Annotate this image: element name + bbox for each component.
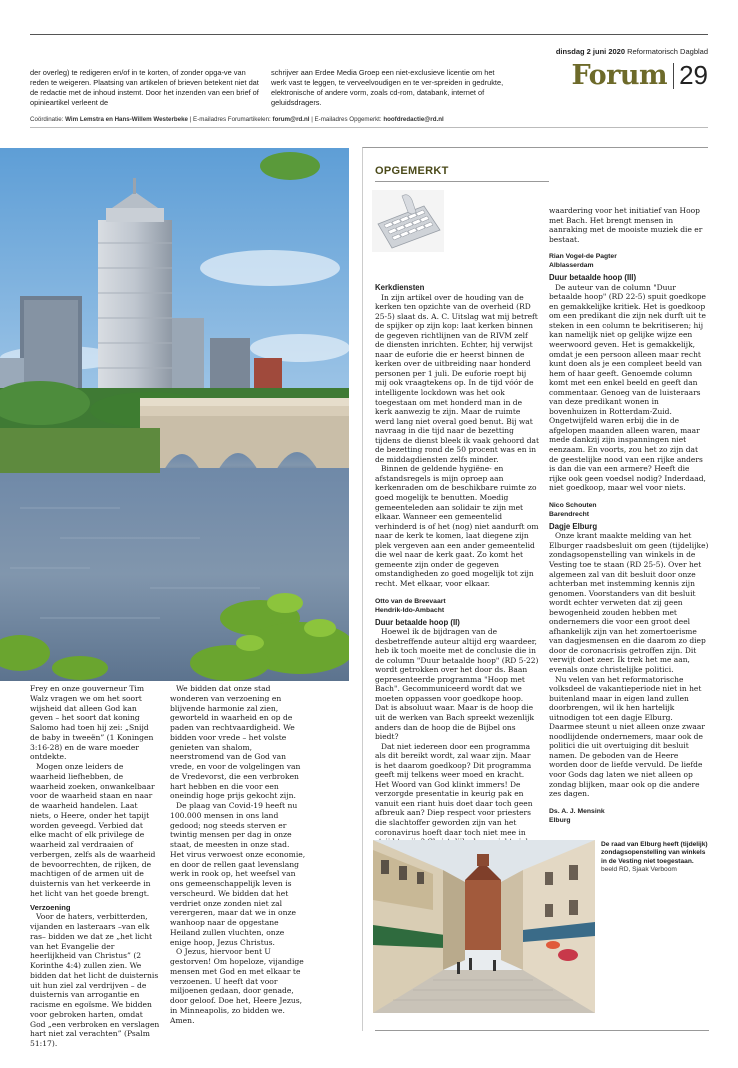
signature-place: Elburg [549, 816, 571, 824]
letter-signature [375, 597, 539, 615]
email-forum: forum@rd.nl [272, 116, 310, 123]
signature-name: Ds. A. J. Mensink [549, 807, 605, 815]
page-number: 29 [679, 60, 708, 90]
opgemerkt-column-1 [375, 280, 539, 866]
coordination-rule [30, 127, 708, 128]
signature-name: Rian Vogel-de Pagter [549, 253, 617, 261]
signature-name: Otto van de Breevaart [375, 597, 446, 605]
paper-name: Reformatorisch Dagblad [627, 47, 708, 56]
signature-name: Nico Schouten [549, 501, 597, 509]
email-label-forum: | E-mailadres Forumartikelen: [189, 116, 271, 123]
coordination-names: Wim Lemstra en Hans-Willem Westerbeke [65, 116, 188, 123]
notice-col-2: schrijver aan Erdee Media Groep een niet-exclusieve licentie om het werk vast te leggen, te verveelvoudigen en te ver-spreiden in gedrukte, elektronische of andere vorm, zoals cd-rom, databank, internet of geluidsdragers. [271, 68, 504, 107]
opgemerkt-rule [375, 181, 549, 182]
letter-signature [549, 807, 709, 825]
article-column-1 [30, 684, 160, 1049]
article-paragraph: De plaag van Covid-19 heeft nu 100.000 mensen in ons land gedood; nog steeds sterven er twintig mensen per dag in onze staat, de meesten in onze stad. Het virus verwoest onze economie, en door de rellen gaat levenslang werk in rook op, het weefsel van ons gemeenschappelijk leven is verscheurd. We bidden dat het verdriet onze zonden niet zal verergeren, maar dat we in onze wanhoop naar de opgestane Heiland zullen vluchten, onze enige hoop, Jezus Christus. [170, 801, 306, 947]
bottom-rule [375, 1030, 709, 1031]
photo-caption [601, 841, 709, 875]
signature-place: Alblasserdam [549, 262, 594, 270]
letter-paragraph: In zijn artikel over de houding van de kerken ten opzichte van de overheid (RD 25-5) slaat ds. A. C. Uitslag wat mij betreft de spijker op zijn kop: laat kerken binnen de gegeven richtlijnen van de RIVM zelf de diensten inrichten. Echter, hij verwijst naar de euforie die er heerst binnen de kerken over de uitbreiding naar honderd personen per 1 juli. De euforie roept bij mij ook vraagtekens op. In de tijd vóór de intelligente lockdown was het ook toegestaan om met honderd man in de kerk aanwezig te zijn. Maar de ruimte werd lang niet overal goed benut. Bij wat navraag in die tijd naar de bezetting tijdens de dienst bleek ik vaak gehoord dat de bezetting rond de 50 procent was en in de middagdiensten zelfs minder. [375, 292, 539, 464]
date-line [556, 47, 708, 56]
caption-text: De raad van Elburg heeft (tijdelijk) zondagsopenstelling van winkels in de Vesting niet toegestaan. [601, 841, 708, 865]
article-subheading: Verzoening [30, 902, 71, 912]
letter-paragraph: Onze krant maakte melding van het Elburger raadsbesluit om geen (tijdelijke) zondagsopenstelling van winkels in de Vesting toe te staan (RD 25-5). Over het algemeen zal van dit besluit door onze achterban met instemming kennis zijn genomen. Voorstanders van dit besluit wordt echter verweten dat zij geen bewogenheid zouden hebben met ondernemers die voor een groot deel afhankelijk zijn van het zomertoerisme van dagjesmensen en die daarom zo diep door de coronacrisis getroffen zijn. Dit verwijt doet zeer. Ik trek het me aan, evenals onze christelijke politici. [549, 531, 709, 674]
letter-heading: Duur betaalde hoop (II) [375, 617, 460, 627]
keyboard-icon [372, 190, 444, 252]
article-column-2 [170, 684, 306, 1025]
letter-signature [549, 501, 709, 519]
signature-place: Barendrecht [549, 510, 590, 518]
masthead-divider [673, 63, 674, 89]
letter-paragraph: Dat niet iedereen door een programma als dit bereikt wordt, zal waar zijn. Maar is het daarom goedkoop? Dit programma geeft mij telkens weer moed en kracht. Het Woord van God klinkt immers! De verzorgde presentatie in keurig pak en vanuit een riant huis doet daar toch geen afbreuk aan? Diep respect voor priesters die slachtoffer geworden zijn van het coronavirus hoeft daar toch niet mee in [375, 741, 533, 837]
article-paragraph: Voor de haters, verbitterden, vijanden en lasteraars –van elk ras– bidden we dat ze „het licht van het Evangelie der heerlijkheid van Christus” (2 Korinthe 4:4) zullen zien. We bidden dat het licht de duisternis uit hun ziel zal verdrijven – de duisternis van arrogantie en racisme en egoïsme. We bidden voor gebroken harten, omdat God „een verbroken en verslagen hart niet zal verachten” (Psalm 51:17). [30, 912, 160, 1048]
minneapolis-photo [0, 148, 349, 681]
caption-credit: beeld RD, Sjaak Verboom [601, 866, 677, 874]
coordination-label: Coördinatie: [30, 116, 64, 123]
opgemerkt-column-2 [549, 206, 709, 825]
letter-paragraph: Hoewel ik de bijdragen van de desbetreffende auteur altijd erg waardeer, heb ik toch moeite met de conclusie die in de column "Duur betaalde hoop" (RD 5-22) wordt getrokken over het door ds. Baan gepresenteerde programma "Hoop met Bach". Gecommuniceerd wordt dat we moeten oppassen voor goedkope hoop. Dat is absoluut waar. Maar is de hoop die uit de werken van Bach spreekt wezenlijk anders dan de hoop die de Bijbel ons biedt? [375, 627, 539, 742]
elburg-street-photo [373, 840, 595, 1013]
letter-heading: Kerkdiensten [375, 283, 425, 292]
signature-place: Hendrik-Ido-Ambacht [375, 606, 445, 614]
article-paragraph: Frey en onze gouverneur Tim Walz vragen we om het soort wijsheid dat alleen God kan geven – het soort dat koning Salomo had toen hij zei: „Snijd de baby in tweeën” (1 Koningen 3:16-28) en de ware moeder ontdekte. [30, 684, 154, 762]
article-paragraph: O Jezus, hiervoor bent U gestorven! Om hopeloze, vijandige mensen met God en met elkaar te verzoenen. U heeft dat voor miljoenen gedaan, door genade, door geloof. Doe het, Heere Jezus, in Minneapolis, zo bidden we. Amen. [170, 947, 304, 1025]
letter-paragraph: Nu velen van het reformatorische volksdeel de vakantieperiode niet in het buitenland maar in eigen land zullen doorbrengen, wil ik hen hartelijk uitnodigen tot een dagje Elburg. Daarmee steunt u niet alleen onze zwaar noodlijdende ondernemers, maar ook de politici die uit overtuiging dit besluit namen. De geboden van de Heere worden door de liefde vervuld. De liefde voor Gods dag laten we niet alleen op zondag blijken, maar ook op die andere zes dagen. [549, 674, 705, 799]
letter-paragraph: waardering voor het initiatief van Hoop met Bach. Het brengt mensen in aanraking met de mooiste muziek die er bestaat. [549, 206, 703, 244]
letter-paragraph: Binnen de geldende hygiëne- en afstandsregels is mijn oproep aan kerkenraden om de beschikbare ruimte zo goed mogelijk te benutten. Moedig gemeenteleden aan solidair te zijn met elkaar. Wanneer een gemeentelid verhinderd is of het (nog) niet aandurft om naar de kerk te komen, laat diegene zijn plek vergeven aan een ander gemeentelid die wel naar de kerk gaat. Zo komt het gemeente zijn onder de gegeven omstandigheden zo goed mogelijk tot zijn recht. Met elkaar, voor elkaar. [375, 464, 539, 588]
letter-signature [549, 252, 709, 270]
letter-heading: Duur betaalde hoop (III) [549, 273, 637, 283]
email-opgemerkt: hoofdredactie@rd.nl [383, 116, 444, 123]
section-title: Forum [571, 60, 668, 91]
issue-date: dinsdag 2 juni 2020 [555, 47, 626, 56]
opgemerkt-title: OPGEMERKT [375, 165, 449, 177]
email-label-opgemerkt: | E-mailadres Opgemerkt: [311, 116, 382, 123]
section-masthead [571, 60, 708, 91]
letter-paragraph: De auteur van de column "Duur betaalde hoop" (RD 22-5) spuit goedkope en gemakkelijke kritiek. Het is goedkoop om een predikant die zijn nek durft uit te steken in een column te bekritiseren; hij kan namelijk niet op gelijke wijze een weerwoord geven. Het is gemakkelijk, omdat je een persoon alleen maar recht kunt doen als je een compleet beeld van hem of haar geeft. Genoemde column komt met een enkel beeld en geeft dan commentaar. Genoeg van de luisteraars van deze predikant wonen in bovenhuizen in Rotterdam-Zuid. Ongetwijfeld waren erbij die in de afgelopen maanden alleen waren, maar mede dankzij zijn inspanningen niet eenzaam. En voorts, zou het zo zijn dat de geestelijke nood van een rijke anders is dan die van een armere? Heeft die rijke ook geen voedsel nodig? Inderdaad, niet goedkoop, maar wel voor niets. [549, 282, 706, 493]
article-paragraph: Mogen onze leiders de waarheid liefhebben, de waarheid zoeken, onwankelbaar voor de waarheid staan en naar de waarheid handelen. Laat niets, o Heere, onder het tapijt worden geveegd. Verbied dat elke macht of elk privilege de waarheid zal verdraaien of verbergen, zelfs als de waarheid de bevoorrechten, de rijken, de machtigen of de armen uit de duisternis van het verkeerde in het licht van het goede brengt. [30, 762, 156, 898]
coordination-line [30, 116, 444, 123]
notice-col-1: der overleg) te redigeren en/of in te korten, of zonder opga-ve van reden te weigeren. Plaatsing van artikelen of brieven betekent niet dat de redactie met de inhoud instemt. Door het inzenden van een brief of opinieartikel verleent de [30, 68, 259, 107]
top-rule [30, 34, 708, 35]
article-paragraph: We bidden dat onze stad wonderen van verzoening en blijvende harmonie zal zien, geworteld in waarheid en op de paden van rechtvaardigheid. We bidden voor vrede – het volste genieten van shalom, neerstromend van de God van vrede, en voor de volgelingen van de Vredevorst, die een verbroken hart hebben en die voor een oneindig hoge prijs gekocht zijn. [170, 684, 301, 801]
letter-heading: Dagje Elburg [549, 521, 598, 531]
